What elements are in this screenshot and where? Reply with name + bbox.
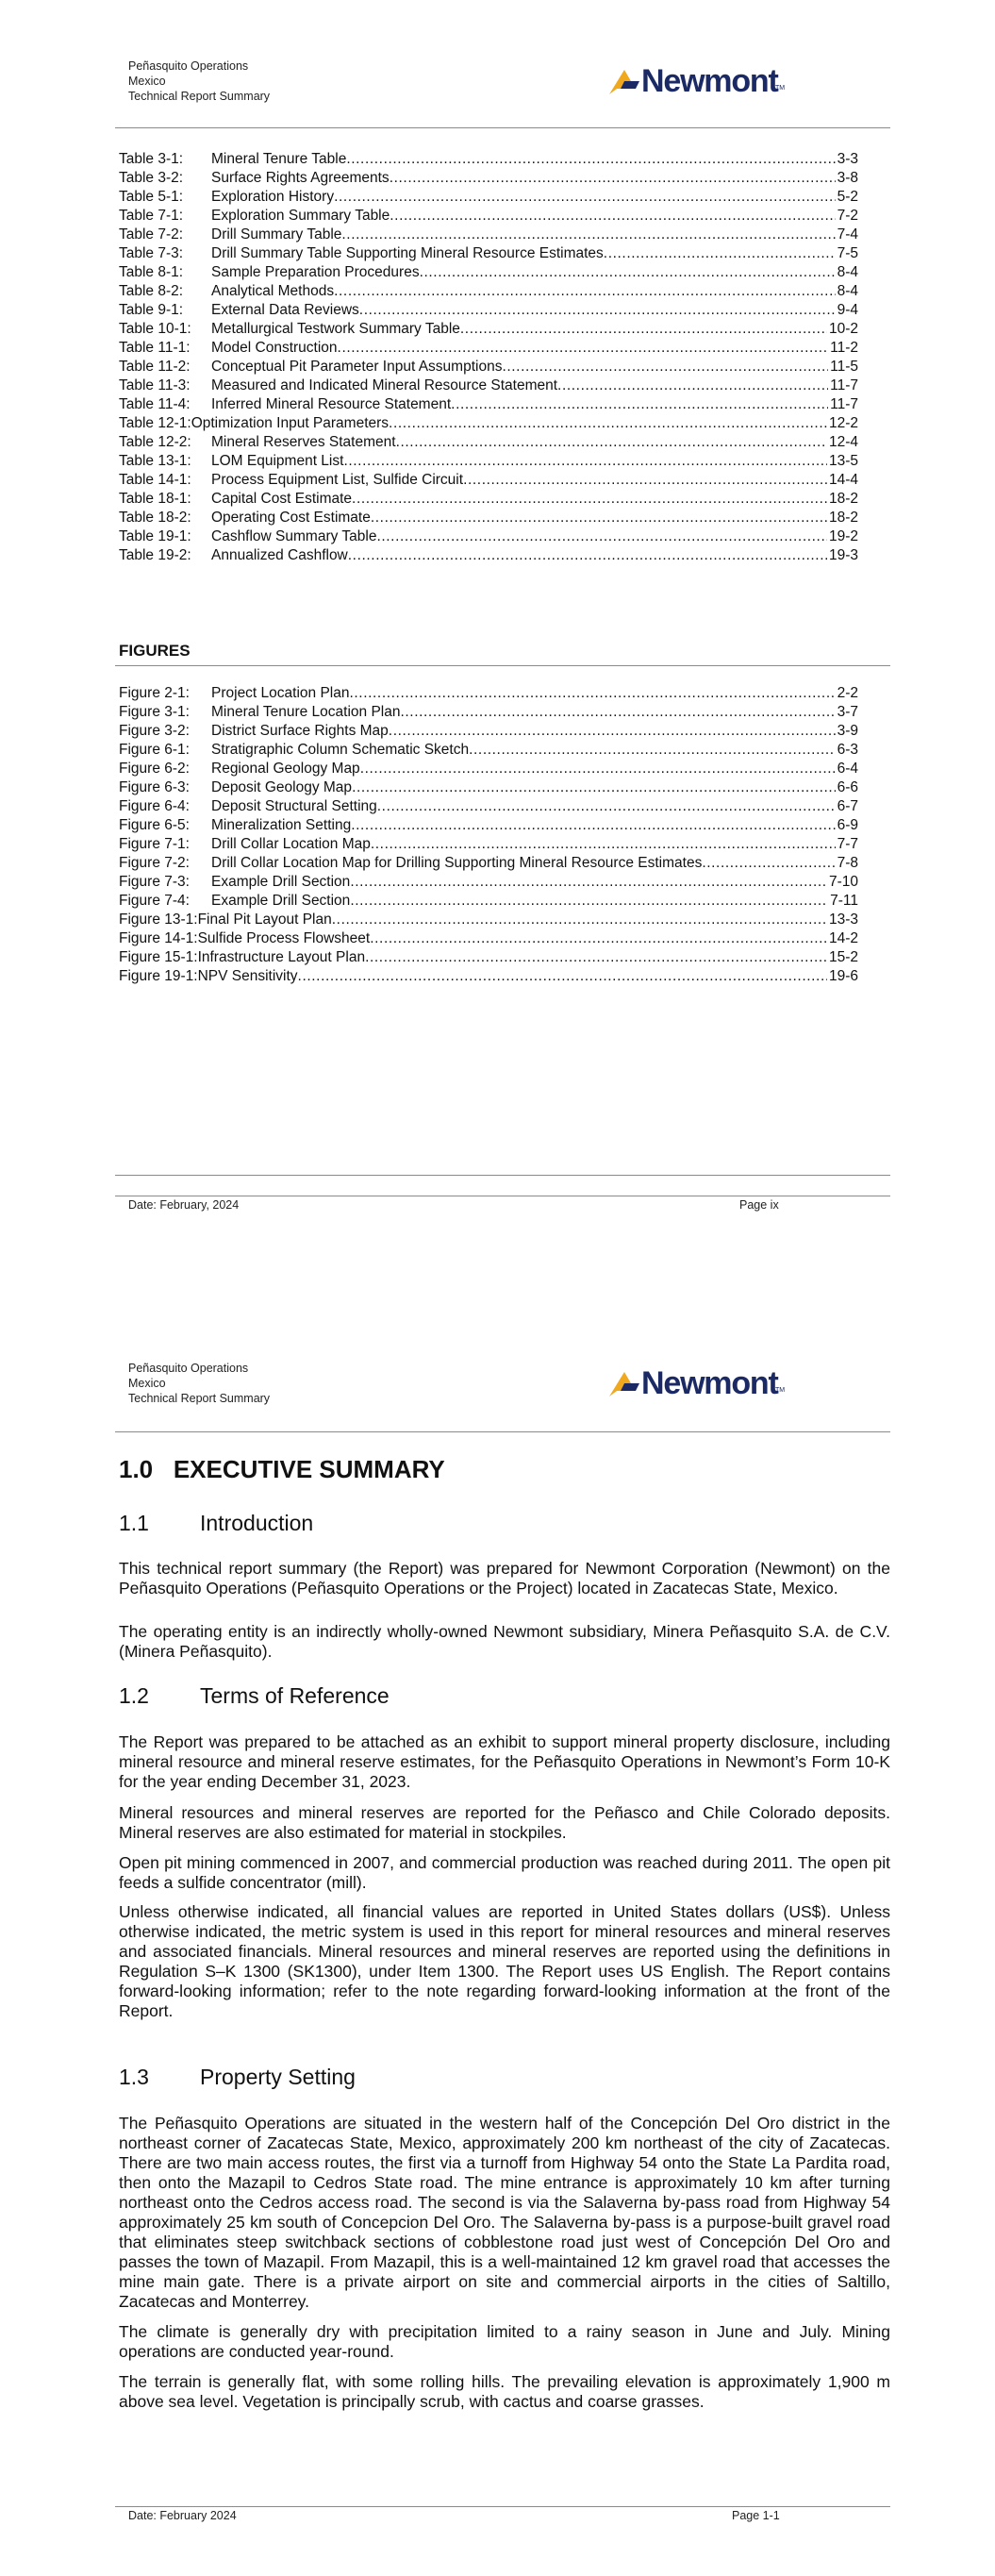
- toc-entry-page: 19-2: [828, 528, 858, 544]
- toc-table-entry[interactable]: [119, 301, 858, 320]
- footer-page-number: Page ix: [739, 1198, 779, 1212]
- toc-entry-title: Analytical Methods: [211, 283, 335, 299]
- toc-entry-label: Table 9-1:: [119, 302, 184, 318]
- header-rule: [115, 127, 890, 128]
- toc-figure-entry[interactable]: [119, 816, 858, 835]
- toc-entry-label: Table 12-1:: [119, 415, 191, 431]
- toc-entry-label: Table 11-2:: [119, 359, 191, 375]
- toc-entry-title: Measured and Indicated Mineral Resource Statement: [211, 377, 558, 393]
- footer: [128, 1198, 779, 1212]
- toc-dot-leader: [451, 395, 828, 414]
- footer: [128, 2509, 780, 2522]
- toc-entry-title: Sulfide Process Flowsheet: [197, 930, 371, 946]
- toc-entry-label: Table 7-1:: [119, 208, 184, 224]
- toc-dot-leader: [332, 911, 827, 929]
- toc-table-entry[interactable]: [119, 395, 858, 414]
- toc-figure-entry[interactable]: [119, 760, 858, 778]
- toc-entry-title: Drill Collar Location Map: [211, 836, 371, 852]
- toc-entry-title: Example Drill Section: [211, 893, 351, 909]
- paragraph-setting-2: The climate is generally dry with precipitation limited to a rainy season in June and July. Mining operations are conducted year-round.: [119, 2322, 890, 2361]
- toc-dot-leader: [360, 760, 836, 778]
- toc-table-entry[interactable]: [119, 433, 858, 452]
- toc-entry-title: Mineral Reserves Statement: [211, 434, 396, 450]
- toc-entry-label: Figure 7-1:: [119, 836, 190, 852]
- toc-figure-entry[interactable]: [119, 854, 858, 873]
- subsection-heading-introduction: [119, 1511, 313, 1536]
- subsection-number: 1.1: [119, 1511, 149, 1535]
- toc-entry-title: Mineralization Setting: [211, 817, 352, 833]
- toc-entry-page: 7-7: [837, 836, 858, 852]
- toc-entry-title: Drill Summary Table Supporting Mineral Resource Estimates: [211, 245, 604, 261]
- toc-table-entry[interactable]: [119, 169, 858, 188]
- subsection-title: Introduction: [200, 1511, 314, 1535]
- toc-table-entry[interactable]: [119, 358, 858, 376]
- toc-entry-label: Figure 3-2:: [119, 723, 190, 739]
- toc-dot-leader: [365, 948, 827, 967]
- figures-heading: FIGURES: [119, 642, 191, 660]
- toc-table-entry[interactable]: [119, 320, 858, 339]
- toc-entry-label: Figure 6-1:: [119, 742, 190, 758]
- toc-entry-title: Stratigraphic Column Schematic Sketch: [211, 742, 470, 758]
- toc-entry-page: 18-2: [828, 491, 858, 507]
- toc-entry-label: Table 3-2:: [119, 170, 184, 186]
- newmont-chevron-icon: [609, 1368, 639, 1397]
- toc-entry-title: Deposit Structural Setting: [211, 798, 377, 814]
- toc-entry-page: 14-2: [828, 930, 858, 946]
- toc-table-entry[interactable]: [119, 509, 858, 527]
- toc-dot-leader: [349, 684, 835, 703]
- toc-entry-page: 11-7: [830, 377, 858, 393]
- toc-entry-label: Table 19-1:: [119, 528, 191, 544]
- header-line-operations: Peñasquito Operations: [128, 1362, 249, 1375]
- subsection-number: 1.3: [119, 2065, 149, 2089]
- paragraph-terms-2: Mineral resources and mineral reserves are reported for the Peñasco and Chile Colorado deposits. Mineral reserves are also estimated for material in stockpiles.: [119, 1803, 890, 1842]
- toc-dot-leader: [341, 226, 835, 244]
- toc-dot-leader: [371, 509, 827, 527]
- toc-entry-title: Mineral Tenure Table: [211, 151, 347, 167]
- toc-entry-label: Table 11-4:: [119, 396, 191, 412]
- subsection-title: Property Setting: [200, 2065, 356, 2089]
- toc-entry-page: 9-4: [837, 302, 858, 318]
- toc-entry-page: 11-2: [830, 340, 858, 356]
- toc-entry-title: Optimization Input Parameters: [191, 415, 390, 431]
- subsection-heading-terms-of-reference: [119, 1683, 390, 1709]
- toc-dot-leader: [352, 490, 827, 509]
- toc-figure-entry[interactable]: [119, 892, 858, 911]
- toc-entry-label: Table 18-2:: [119, 510, 191, 526]
- toc-entry-title: Infrastructure Layout Plan: [197, 949, 366, 965]
- toc-entry-page: 19-6: [828, 968, 858, 984]
- toc-dot-leader: [469, 741, 836, 760]
- toc-entry-title: District Surface Rights Map: [211, 723, 389, 739]
- toc-entry-label: Figure 6-3:: [119, 779, 190, 795]
- toc-entry-page: 13-3: [828, 912, 858, 928]
- footer-rule: [115, 2506, 890, 2507]
- toc-figure-entry[interactable]: [119, 778, 858, 797]
- toc-entry-title: Exploration History: [211, 189, 335, 205]
- toc-dot-leader: [390, 169, 836, 188]
- toc-figure-entry[interactable]: [119, 835, 858, 854]
- toc-entry-page: 5-2: [837, 189, 858, 205]
- toc-entry-label: Figure 15-1:: [119, 949, 198, 965]
- toc-entry-page: 7-10: [828, 874, 858, 890]
- toc-dot-leader: [389, 414, 827, 433]
- toc-dot-leader: [359, 301, 836, 320]
- toc-entry-title: Process Equipment List, Sulfide Circuit: [211, 472, 464, 488]
- toc-dot-leader: [702, 854, 835, 873]
- header-line-country: Mexico: [128, 1377, 166, 1390]
- toc-dot-leader: [463, 471, 827, 490]
- toc-table-entry[interactable]: [119, 414, 858, 433]
- toc-dot-leader: [352, 778, 836, 797]
- logo-trademark: TM: [775, 1387, 786, 1394]
- toc-table-entry[interactable]: [119, 490, 858, 509]
- toc-entry-title: Cashflow Summary Table: [211, 528, 377, 544]
- header-line-operations: Peñasquito Operations: [128, 59, 249, 73]
- toc-entry-page: 11-7: [830, 396, 858, 412]
- toc-entry-label: Table 13-1:: [119, 453, 191, 469]
- subsection-title: Terms of Reference: [200, 1683, 390, 1708]
- header-line-doc: Technical Report Summary: [128, 90, 271, 103]
- toc-figure-entry[interactable]: [119, 797, 858, 816]
- paragraph-setting-3: The terrain is generally flat, with some rolling hills. The prevailing elevation is approximately 1,900 m above sea level. Vegetation is principally scrub, with cactus and coarse grasses.: [119, 2372, 890, 2411]
- toc-dot-leader: [377, 797, 836, 816]
- toc-entry-label: Figure 14-1:: [119, 930, 198, 946]
- toc-figure-entry[interactable]: [119, 873, 858, 892]
- toc-entry-title: Drill Collar Location Map for Drilling Supporting Mineral Resource Estimates: [211, 855, 703, 871]
- newmont-logo: [609, 63, 786, 99]
- toc-figure-entry[interactable]: [119, 948, 858, 967]
- toc-dot-leader: [350, 892, 828, 911]
- newmont-chevron-icon: [609, 66, 639, 94]
- toc-entry-label: Figure 7-2:: [119, 855, 190, 871]
- toc-entry-title: Deposit Geology Map: [211, 779, 353, 795]
- toc-entry-page: 3-3: [837, 151, 858, 167]
- toc-entry-page: 15-2: [828, 949, 858, 965]
- toc-dot-leader: [376, 527, 827, 546]
- header-line-country: Mexico: [128, 75, 166, 88]
- toc-entry-label: Table 19-2:: [119, 547, 191, 563]
- paragraph-terms-3: Open pit mining commenced in 2007, and commercial production was reached during 2011. The open pit feeds a sulfide concentrator (mill).: [119, 1853, 890, 1892]
- toc-entry-label: Figure 6-5:: [119, 817, 190, 833]
- toc-entry-title: Final Pit Layout Plan: [197, 912, 332, 928]
- toc-figure-entry[interactable]: [119, 967, 858, 986]
- toc-dot-leader: [343, 452, 827, 471]
- logo-wordmark: Newmont: [641, 63, 778, 99]
- footer-date: Date: February, 2024: [128, 1198, 240, 1212]
- toc-entry-title: Mineral Tenure Location Plan: [211, 704, 401, 720]
- toc-table-entry[interactable]: [119, 471, 858, 490]
- toc-dot-leader: [502, 358, 828, 376]
- toc-entry-label: Table 14-1:: [119, 472, 191, 488]
- toc-entry-label: Figure 7-3:: [119, 874, 190, 890]
- toc-table-entry[interactable]: [119, 452, 858, 471]
- footer-date: Date: February 2024: [128, 2509, 237, 2522]
- toc-entry-title: Metallurgical Testwork Summary Table: [211, 321, 460, 337]
- toc-dot-leader: [604, 244, 836, 263]
- toc-dot-leader: [389, 722, 836, 741]
- toc-entry-title: Operating Cost Estimate: [211, 510, 371, 526]
- toc-entry-page: 12-4: [828, 434, 858, 450]
- toc-dot-leader: [338, 339, 829, 358]
- toc-entry-page: 3-8: [837, 170, 858, 186]
- toc-dot-leader: [348, 546, 827, 565]
- toc-dot-leader: [298, 967, 827, 986]
- list-of-figures: [119, 684, 858, 986]
- toc-entry-page: 7-4: [837, 226, 858, 243]
- toc-entry-label: Figure 2-1:: [119, 685, 190, 701]
- toc-entry-page: 18-2: [828, 510, 858, 526]
- toc-dot-leader: [400, 703, 835, 722]
- toc-entry-label: Table 11-3:: [119, 377, 191, 393]
- footer-top-rule: [115, 1175, 890, 1176]
- toc-figure-entry[interactable]: [119, 741, 858, 760]
- toc-entry-page: 10-2: [828, 321, 858, 337]
- toc-entry-title: Sample Preparation Procedures: [211, 264, 420, 280]
- paragraph-intro-1: This technical report summary (the Report) was prepared for Newmont Corporation (Newmont) on the Peñasquito Operations (Peñasquito Operations or the Project) located in Zacatecas State, Mexico.: [119, 1559, 890, 1597]
- toc-entry-page: 8-4: [837, 283, 858, 299]
- toc-entry-title: Regional Geology Map: [211, 761, 360, 777]
- toc-entry-label: Figure 7-4:: [119, 893, 190, 909]
- header-rule: [115, 1431, 890, 1432]
- toc-entry-title: Capital Cost Estimate: [211, 491, 353, 507]
- toc-entry-title: Surface Rights Agreements: [211, 170, 390, 186]
- toc-dot-leader: [396, 433, 827, 452]
- toc-entry-label: Table 8-2:: [119, 283, 184, 299]
- logo-trademark: TM: [775, 85, 786, 92]
- toc-entry-page: 7-11: [830, 893, 858, 909]
- toc-entry-page: 2-2: [837, 685, 858, 701]
- toc-entry-title: Exploration Summary Table: [211, 208, 390, 224]
- report-header: [128, 59, 270, 104]
- toc-dot-leader: [420, 263, 836, 282]
- toc-entry-page: 7-2: [837, 208, 858, 224]
- section-title: 1.0 EXECUTIVE SUMMARY: [119, 1455, 445, 1483]
- toc-entry-page: 3-7: [837, 704, 858, 720]
- toc-entry-page: 11-5: [830, 359, 858, 375]
- toc-entry-page: 7-5: [837, 245, 858, 261]
- toc-figure-entry[interactable]: [119, 911, 858, 929]
- toc-entry-label: Table 10-1:: [119, 321, 191, 337]
- toc-dot-leader: [371, 835, 836, 854]
- toc-figure-entry[interactable]: [119, 722, 858, 741]
- toc-entry-label: Table 12-2:: [119, 434, 191, 450]
- toc-entry-label: Figure 3-1:: [119, 704, 190, 720]
- toc-figure-entry[interactable]: [119, 703, 858, 722]
- toc-entry-title: LOM Equipment List: [211, 453, 344, 469]
- subsection-number: 1.2: [119, 1683, 149, 1708]
- toc-entry-page: 3-9: [837, 723, 858, 739]
- toc-entry-label: Table 7-3:: [119, 245, 184, 261]
- toc-entry-page: 6-6: [837, 779, 858, 795]
- toc-dot-leader: [334, 282, 836, 301]
- toc-entry-label: Table 11-1:: [119, 340, 191, 356]
- toc-dot-leader: [390, 207, 835, 226]
- toc-entry-title: Example Drill Section: [211, 874, 351, 890]
- list-of-tables: [119, 150, 858, 565]
- toc-entry-page: 6-3: [837, 742, 858, 758]
- toc-figure-entry[interactable]: [119, 684, 858, 703]
- toc-dot-leader: [460, 320, 827, 339]
- subsection-heading-property-setting: [119, 2065, 356, 2090]
- toc-entry-title: External Data Reviews: [211, 302, 359, 318]
- toc-entry-title: Drill Summary Table: [211, 226, 342, 243]
- toc-entry-label: Figure 13-1:: [119, 912, 198, 928]
- toc-table-entry[interactable]: [119, 150, 858, 169]
- toc-entry-page: 14-4: [828, 472, 858, 488]
- toc-entry-page: 6-9: [837, 817, 858, 833]
- toc-dot-leader: [557, 376, 828, 395]
- toc-dot-leader: [350, 873, 827, 892]
- paragraph-intro-2: The operating entity is an indirectly wholly-owned Newmont subsidiary, Minera Peñasquito S.A. de C.V. (Minera Peñasquito).: [119, 1622, 890, 1661]
- logo-wordmark: Newmont: [641, 1365, 778, 1401]
- toc-entry-label: Table 5-1:: [119, 189, 184, 205]
- paragraph-setting-1: The Peñasquito Operations are situated in the western half of the Concepción Del Oro district in the northeast corner of Zacatecas State, Mexico, approximately 200 km northeast of the city of Zacatecas. There are two main access routes, the first via a turnoff from Highway 54 onto the State La Pardita road, then onto the Mazapil to Cedros State road. The mine entrance is approximately 10 km after turning northeast onto the Cedros access road. The second is via the Salaverna by-pass road from Highway 54 approximately 25 km south of Concepcion Del Oro. The Salaverna by-pass is a purpose-built gravel road that eliminates steep switchback sections of cobblestone road just west of Concepción Del Oro and passes the town of Mazapil. From Mazapil, this is a well-maintained 12 km gravel road that accesses the mine main gate. There is a private airport on site and commercial airports in the cities of Saltillo, Zacatecas and Monterrey.: [119, 2114, 890, 2311]
- toc-entry-label: Table 8-1:: [119, 264, 184, 280]
- toc-figure-entry[interactable]: [119, 929, 858, 948]
- toc-entry-label: Figure 6-4:: [119, 798, 190, 814]
- toc-table-entry[interactable]: [119, 339, 858, 358]
- toc-table-entry[interactable]: [119, 282, 858, 301]
- toc-dot-leader: [334, 188, 836, 207]
- newmont-logo: [609, 1365, 786, 1401]
- toc-dot-leader: [346, 150, 835, 169]
- toc-dot-leader: [370, 929, 827, 948]
- toc-entry-page: 12-2: [828, 415, 858, 431]
- toc-table-entry[interactable]: [119, 376, 858, 395]
- toc-entry-title: Annualized Cashflow: [211, 547, 348, 563]
- toc-entry-label: Figure 19-1:: [119, 968, 198, 984]
- toc-entry-page: 6-4: [837, 761, 858, 777]
- paragraph-terms-1: The Report was prepared to be attached as an exhibit to support mineral property disclosure, including mineral resource and mineral reserve estimates, for the Peñasquito Operations in Newmont’s Form 10-K for the year ending December 31, 2023.: [119, 1732, 890, 1791]
- figures-rule: [115, 665, 890, 666]
- toc-entry-page: 19-3: [828, 547, 858, 563]
- toc-table-entry[interactable]: [119, 546, 858, 565]
- toc-table-entry[interactable]: [119, 244, 858, 263]
- toc-table-entry[interactable]: [119, 226, 858, 244]
- page-executive-summary: [0, 1302, 995, 2576]
- toc-table-entry[interactable]: [119, 263, 858, 282]
- toc-table-entry[interactable]: [119, 207, 858, 226]
- page-toc: [0, 0, 995, 1264]
- toc-entry-title: Inferred Mineral Resource Statement: [211, 396, 452, 412]
- toc-table-entry[interactable]: [119, 527, 858, 546]
- toc-entry-label: Table 7-2:: [119, 226, 184, 243]
- toc-entry-title: Model Construction: [211, 340, 338, 356]
- toc-entry-title: NPV Sensitivity: [197, 968, 298, 984]
- header-line-doc: Technical Report Summary: [128, 1392, 271, 1405]
- toc-entry-label: Figure 6-2:: [119, 761, 190, 777]
- paragraph-terms-4: Unless otherwise indicated, all financial values are reported in United States dollars (US$). Unless otherwise indicated, the metric system is used in this report for mineral resources and mineral reserves and associated financials. Mineral resources and mineral reserves are reported using the definitions in Regulation S–K 1300 (SK1300), under Item 1300. The Report uses US English. The Report contains forward-looking information; refer to the note regarding forward-looking information at the front of the Report.: [119, 1902, 890, 2020]
- toc-dot-leader: [351, 816, 835, 835]
- toc-table-entry[interactable]: [119, 188, 858, 207]
- toc-entry-page: 7-8: [837, 855, 858, 871]
- toc-entry-page: 6-7: [837, 798, 858, 814]
- footer-page-number: Page 1-1: [732, 2509, 780, 2522]
- toc-entry-page: 8-4: [837, 264, 858, 280]
- toc-entry-title: Project Location Plan: [211, 685, 350, 701]
- toc-entry-page: 13-5: [828, 453, 858, 469]
- toc-entry-label: Table 18-1:: [119, 491, 191, 507]
- toc-entry-label: Table 3-1:: [119, 151, 184, 167]
- report-header: [128, 1361, 270, 1406]
- toc-entry-title: Conceptual Pit Parameter Input Assumptions: [211, 359, 503, 375]
